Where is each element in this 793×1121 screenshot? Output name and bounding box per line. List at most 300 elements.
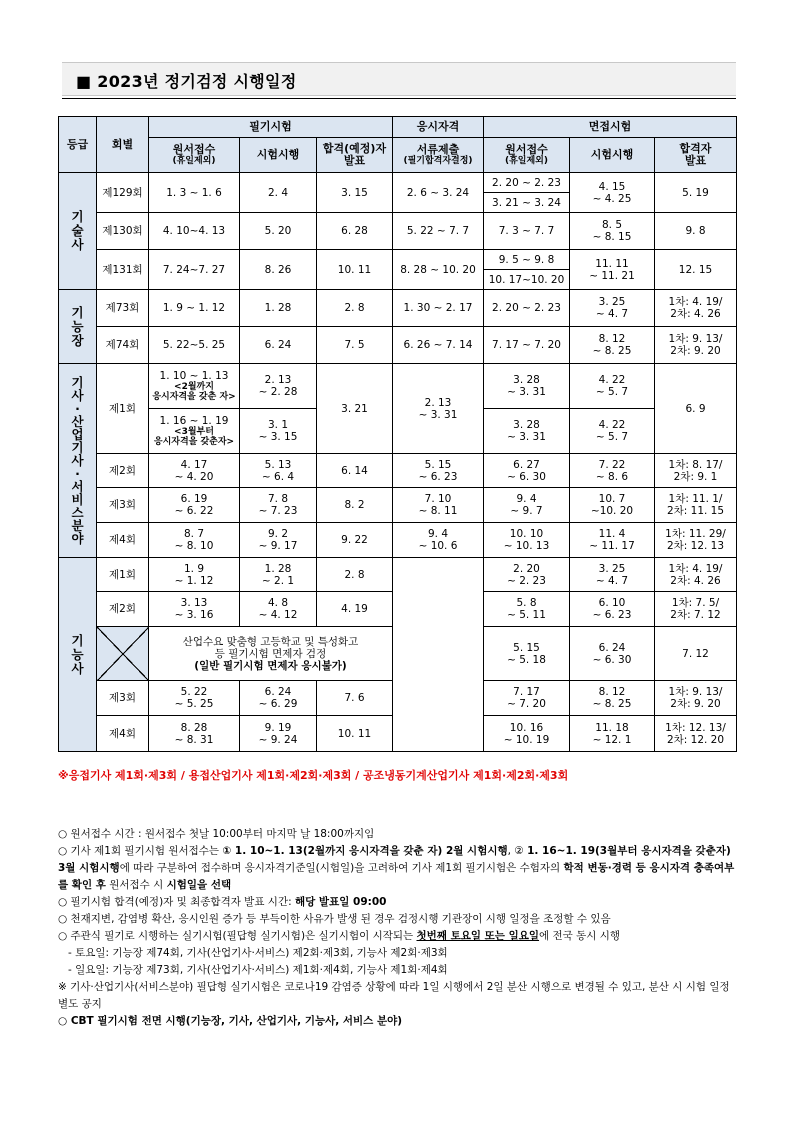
exam-line1: 4. 8 bbox=[267, 597, 289, 609]
int-application-line1: 3. 28 bbox=[513, 419, 540, 431]
int-exam-cell bbox=[570, 627, 655, 681]
table-row bbox=[59, 454, 737, 488]
round-cell: 제4회 bbox=[97, 716, 149, 752]
group-char: 기 bbox=[71, 304, 84, 320]
group-char: · bbox=[75, 466, 80, 481]
table-row bbox=[59, 250, 737, 270]
title-bar bbox=[62, 62, 736, 96]
note-item: ○ 원서접수 시간 : 원서접수 첫날 10:00부터 마지막 날 18:00까지임 bbox=[58, 828, 375, 840]
pass-cell: 2. 8 bbox=[317, 558, 393, 592]
page-title bbox=[76, 69, 297, 92]
exam-cell bbox=[240, 681, 317, 716]
int-application-line1: 7. 17 bbox=[513, 686, 540, 698]
application-line2: ~ 5. 25 bbox=[174, 698, 214, 710]
int-application-cell: 7. 17 ~ 7. 20 bbox=[484, 327, 570, 364]
int-exam-line2: ~ 8. 15 bbox=[592, 231, 632, 243]
group-char: 서 bbox=[71, 479, 84, 494]
int-application-cell: 9. 5 ~ 9. 8 bbox=[484, 250, 570, 270]
exam-line1: 1. 28 bbox=[264, 562, 292, 575]
exam-line2: ~ 2. 1 bbox=[261, 574, 295, 587]
application-cell bbox=[149, 681, 240, 716]
int-application-cell: 10. 17~10. 20 bbox=[484, 270, 570, 290]
final-line2: 2차: 9. 20 bbox=[670, 698, 721, 710]
note-item: ○ CBT 필기시험 전면 시행(기능장, 기사, 산업기사, 기능사, 서비스 분야) bbox=[58, 1015, 403, 1027]
application-line1: 8. 28 bbox=[180, 721, 208, 734]
qual-cell: 6. 26 ~ 7. 14 bbox=[393, 327, 484, 364]
group-cell-g3 bbox=[59, 364, 97, 558]
group-char: 기 bbox=[71, 632, 84, 648]
application-cell bbox=[149, 488, 240, 523]
int-exam-cell bbox=[570, 327, 655, 364]
exam-cell: 6. 24 bbox=[240, 327, 317, 364]
qual-line1: 9. 4 bbox=[427, 528, 449, 540]
exam-line1: 5. 13 bbox=[264, 458, 292, 471]
header-qual-line3: (필기합격자결정) bbox=[403, 156, 473, 166]
application-cell bbox=[149, 523, 240, 558]
qual-cell: 8. 28 ~ 10. 20 bbox=[393, 250, 484, 290]
exam-cell: 5. 20 bbox=[240, 213, 317, 250]
final-cell bbox=[655, 716, 737, 752]
application-line3: 응시자격을 갖춘자> bbox=[153, 437, 235, 447]
pass-cell: 6. 28 bbox=[317, 213, 393, 250]
exam-cell bbox=[240, 592, 317, 627]
qual-line1: 5. 15 bbox=[424, 458, 452, 471]
final-cell: 6. 9 bbox=[655, 364, 737, 454]
int-exam-cell bbox=[570, 488, 655, 523]
final-line2: 2차: 4. 26 bbox=[670, 574, 721, 587]
exam-line1: 9. 19 bbox=[264, 721, 292, 734]
exam-line2: ~ 4. 12 bbox=[258, 609, 298, 621]
header-exam: 시험시행 bbox=[240, 138, 317, 173]
final-line1: 1차: 11. 1/ bbox=[668, 493, 723, 505]
final-cell bbox=[655, 681, 737, 716]
int-exam-cell bbox=[570, 290, 655, 327]
int-application-line2: ~ 3. 31 bbox=[507, 386, 546, 398]
exam-cell bbox=[240, 364, 317, 409]
exam-cell bbox=[240, 523, 317, 558]
final-cell: 7. 12 bbox=[655, 627, 737, 681]
exam-line1: 6. 24 bbox=[264, 686, 292, 698]
round-cell: 제1회 bbox=[97, 558, 149, 592]
final-line2: 2차: 9. 1 bbox=[673, 470, 718, 483]
header-application-line2: (휴일제외) bbox=[172, 156, 216, 166]
int-application-line2: ~ 3. 31 bbox=[507, 431, 546, 443]
special-exam-cell bbox=[149, 627, 393, 681]
int-exam-line2: ~ 8. 6 bbox=[595, 470, 629, 483]
int-application-line1: 5. 15 bbox=[513, 641, 540, 654]
int-exam-line1: 6. 24 bbox=[598, 641, 626, 654]
int-application-cell bbox=[484, 454, 570, 488]
final-cell bbox=[655, 290, 737, 327]
round-cell: 제3회 bbox=[97, 488, 149, 523]
title-marker: ■ bbox=[76, 72, 92, 91]
application-line3: 응시자격을 갖춘 자> bbox=[152, 392, 236, 402]
group-char: 분 bbox=[71, 518, 84, 533]
application-cell: 5. 22~5. 25 bbox=[149, 327, 240, 364]
header-final bbox=[655, 138, 737, 173]
final-line1: 1차: 4. 19/ bbox=[668, 296, 723, 308]
qual-line2: ~ 8. 11 bbox=[418, 505, 458, 517]
round-cell: 제129회 bbox=[97, 173, 149, 213]
table-row bbox=[59, 523, 737, 558]
header-int-application-line1: 원서접수 bbox=[505, 143, 548, 156]
int-exam-line2: ~ 5. 7 bbox=[595, 386, 629, 398]
note-text: ○ 필기시험 합격(예정)자 및 최종합격자 발표 시간: bbox=[58, 896, 295, 908]
int-exam-line1: 4. 15 bbox=[598, 180, 626, 193]
int-application-cell bbox=[484, 409, 570, 454]
application-line1: 4. 17 bbox=[180, 458, 208, 471]
int-application-cell bbox=[484, 558, 570, 592]
final-line2: 2차: 12. 20 bbox=[666, 733, 725, 746]
int-exam-cell bbox=[570, 250, 655, 290]
int-exam-line2: ~ 8. 25 bbox=[592, 698, 632, 710]
final-line2: 2차: 4. 26 bbox=[670, 308, 721, 320]
group-cell-g2 bbox=[59, 290, 97, 364]
group-char: 사 bbox=[71, 237, 84, 252]
qual-cell: 2. 6 ~ 3. 24 bbox=[393, 173, 484, 213]
exam-cell bbox=[240, 716, 317, 752]
exam-cell: 2. 4 bbox=[240, 173, 317, 213]
int-application-line1: 5. 8 bbox=[516, 597, 537, 609]
exam-line1: 3. 1 bbox=[267, 419, 289, 431]
final-line2: 2차: 7. 12 bbox=[670, 609, 721, 621]
qual-cell: 1. 30 ~ 2. 17 bbox=[393, 290, 484, 327]
exam-line1: 7. 8 bbox=[267, 493, 289, 505]
exam-cell bbox=[240, 454, 317, 488]
note-bold: ① 1. 10~1. 13(2월까지 응시자격을 갖춘 자) 2월 시험시행 bbox=[222, 845, 508, 857]
final-cell bbox=[655, 488, 737, 523]
group-char: 기 bbox=[71, 375, 84, 390]
int-exam-line1: 8. 5 bbox=[601, 219, 623, 231]
note-text: , ② bbox=[507, 845, 528, 857]
int-exam-line1: 4. 22 bbox=[598, 419, 626, 431]
header-final-line2: 발표 bbox=[684, 154, 707, 167]
note-item: ○ 천재지변, 감염병 확산, 응시인원 증가 등 부득이한 사유가 발생 된 경우 검정시행 기관장이 시행 일정을 조정할 수 있음 bbox=[58, 913, 611, 925]
pass-cell: 4. 19 bbox=[317, 592, 393, 627]
group-char: 술 bbox=[71, 223, 84, 238]
int-application-line2: ~ 9. 7 bbox=[510, 505, 543, 517]
int-application-line2: ~ 7. 20 bbox=[507, 698, 546, 710]
header-round: 회별 bbox=[97, 117, 149, 173]
exam-line2: ~ 3. 15 bbox=[258, 431, 298, 443]
pass-cell: 8. 2 bbox=[317, 488, 393, 523]
int-exam-line2: ~ 11. 21 bbox=[589, 269, 635, 282]
application-line2: ~ 6. 22 bbox=[174, 505, 214, 517]
table-row bbox=[59, 290, 737, 327]
qual-line1: 7. 10 bbox=[424, 493, 452, 505]
application-cell bbox=[149, 558, 240, 592]
final-cell bbox=[655, 327, 737, 364]
table-row bbox=[59, 558, 737, 592]
application-line1: 1. 10 ~ 1. 13 bbox=[159, 370, 229, 382]
exam-line2: ~ 6. 4 bbox=[261, 470, 295, 483]
note-bold: 시험일을 선택 bbox=[166, 879, 232, 891]
int-application-line2: ~ 10. 19 bbox=[503, 733, 550, 746]
notes-section bbox=[58, 826, 738, 1030]
int-exam-line2: ~ 4. 25 bbox=[592, 192, 632, 205]
group-char: 기 bbox=[71, 440, 84, 455]
int-application-cell bbox=[484, 681, 570, 716]
int-exam-line2: ~ 6. 23 bbox=[592, 609, 632, 621]
int-application-line2: ~ 10. 13 bbox=[503, 540, 550, 552]
application-cell bbox=[149, 364, 240, 409]
crossed-out-cell bbox=[97, 627, 149, 681]
final-line2: 2차: 9. 20 bbox=[670, 345, 721, 357]
qual-line2: ~ 10. 6 bbox=[418, 540, 458, 552]
header-int-application-line2: (휴일제외) bbox=[504, 156, 548, 166]
int-exam-line1: 8. 12 bbox=[598, 686, 626, 698]
exam-line2: ~ 2. 28 bbox=[258, 386, 298, 398]
int-exam-line1: 3. 25 bbox=[598, 296, 626, 308]
pass-cell: 2. 8 bbox=[317, 290, 393, 327]
pass-cell: 3. 15 bbox=[317, 173, 393, 213]
pass-cell: 7. 5 bbox=[317, 327, 393, 364]
final-line2: 2차: 11. 15 bbox=[666, 505, 725, 517]
title-text: 2023년 정기검정 시행일정 bbox=[97, 72, 297, 91]
int-exam-cell bbox=[570, 364, 655, 409]
int-application-line2: ~ 5. 11 bbox=[507, 609, 546, 621]
pass-cell: 3. 21 bbox=[317, 364, 393, 454]
round-cell: 제2회 bbox=[97, 454, 149, 488]
application-cell: 4. 10~4. 13 bbox=[149, 213, 240, 250]
exam-cell: 1. 28 bbox=[240, 290, 317, 327]
int-exam-cell bbox=[570, 409, 655, 454]
group-char: 사 bbox=[71, 453, 84, 468]
note-item bbox=[58, 928, 738, 945]
exam-line2: ~ 9. 17 bbox=[258, 540, 298, 552]
exam-cell bbox=[240, 558, 317, 592]
int-exam-cell bbox=[570, 523, 655, 558]
table-row bbox=[59, 213, 737, 250]
int-exam-line1: 6. 10 bbox=[598, 597, 626, 609]
exam-line2: ~ 9. 24 bbox=[258, 733, 298, 746]
note-text: ○ 주관식 필기로 시행하는 실기시험(필답형 실기시험)은 실기시험이 시작되는 bbox=[58, 930, 417, 942]
table-row bbox=[59, 327, 737, 364]
group-char: 능 bbox=[71, 646, 84, 662]
application-line2: ~ 3. 16 bbox=[174, 609, 214, 621]
int-exam-cell bbox=[570, 592, 655, 627]
qual-cell bbox=[393, 364, 484, 454]
int-exam-line1: 11. 4 bbox=[598, 528, 626, 540]
int-exam-line2: ~ 8. 25 bbox=[592, 345, 632, 357]
group-char: 비 bbox=[71, 492, 84, 507]
group-char: · bbox=[75, 401, 80, 416]
group-char: 스 bbox=[71, 505, 84, 520]
group-char: 장 bbox=[71, 332, 84, 348]
table-row bbox=[59, 488, 737, 523]
application-line1: 6. 19 bbox=[180, 493, 208, 505]
int-application-cell: 3. 21 ~ 3. 24 bbox=[484, 193, 570, 213]
final-cell: 12. 15 bbox=[655, 250, 737, 290]
application-line1: 1. 9 bbox=[183, 562, 205, 575]
qual-cell bbox=[393, 523, 484, 558]
int-application-line1: 6. 27 bbox=[513, 458, 540, 471]
int-exam-line2: ~ 11. 17 bbox=[589, 540, 635, 552]
note-text: 원서접수 시 bbox=[105, 879, 167, 891]
note-item: - 일요일: 기능장 제73회, 기사(산업기사·서비스) 제1회·제4회, 기능사 제1회·제4회 bbox=[68, 964, 448, 976]
final-line1: 1차: 8. 17/ bbox=[668, 458, 723, 471]
application-cell: 7. 24~7. 27 bbox=[149, 250, 240, 290]
pass-cell: 7. 6 bbox=[317, 681, 393, 716]
int-exam-line2: ~ 5. 7 bbox=[595, 431, 629, 443]
int-exam-cell bbox=[570, 213, 655, 250]
header-final-line1: 합격자 bbox=[679, 142, 712, 155]
header-pass bbox=[317, 138, 393, 173]
int-exam-line2: ~ 12. 1 bbox=[592, 733, 632, 746]
exam-cell: 8. 26 bbox=[240, 250, 317, 290]
exam-cell bbox=[240, 488, 317, 523]
int-exam-line1: 4. 22 bbox=[598, 374, 626, 386]
table-row bbox=[59, 173, 737, 193]
qual-cell bbox=[393, 488, 484, 523]
qual-line2: ~ 3. 31 bbox=[418, 408, 458, 421]
application-line1: 1. 16 ~ 1. 19 bbox=[159, 415, 229, 427]
round-cell: 제2회 bbox=[97, 592, 149, 627]
int-application-cell bbox=[484, 488, 570, 523]
pass-cell: 10. 11 bbox=[317, 716, 393, 752]
int-application-line2: ~ 5. 18 bbox=[507, 653, 546, 666]
final-cell bbox=[655, 454, 737, 488]
int-exam-line2: ~ 4. 7 bbox=[595, 308, 629, 320]
qual-cell: 5. 22 ~ 7. 7 bbox=[393, 213, 484, 250]
int-exam-line1: 3. 25 bbox=[598, 562, 626, 575]
exam-line2: ~ 7. 23 bbox=[258, 505, 298, 517]
special-exam-line2: 등 필기시험 면제자 검정 bbox=[214, 647, 327, 660]
round-cell: 제4회 bbox=[97, 523, 149, 558]
int-application-cell bbox=[484, 364, 570, 409]
final-cell: 9. 8 bbox=[655, 213, 737, 250]
title-divider bbox=[62, 98, 736, 99]
note-underline: 첫번째 토요일 또는 일요일 bbox=[416, 930, 540, 942]
header-int-application bbox=[484, 138, 570, 173]
int-application-cell bbox=[484, 627, 570, 681]
int-exam-line1: 7. 22 bbox=[598, 458, 626, 471]
final-line1: 1차: 4. 19/ bbox=[668, 562, 723, 575]
note-item: ※ 기사·산업기사(서비스분야) 필답형 실기시험은 코로나19 감염증 상황에 따라 1일 시행에서 2일 분산 시행으로 변경될 수 있고, 분산 시 시험 일정 별도 공지 bbox=[58, 981, 730, 1010]
int-exam-cell bbox=[570, 454, 655, 488]
application-line1: 3. 13 bbox=[180, 597, 208, 609]
int-application-line1: 10. 16 bbox=[509, 721, 544, 734]
group-char: 사 bbox=[71, 660, 84, 676]
header-pass-line1: 합격(예정)자 bbox=[322, 142, 387, 155]
exam-line1: 9. 2 bbox=[267, 528, 289, 540]
final-line2: 2차: 12. 13 bbox=[666, 540, 725, 552]
int-application-line2: ~ 6. 30 bbox=[507, 470, 546, 483]
int-exam-line2: ~ 4. 7 bbox=[595, 574, 629, 587]
int-exam-line2: ~10. 20 bbox=[590, 505, 634, 517]
int-application-cell bbox=[484, 523, 570, 558]
application-cell bbox=[149, 592, 240, 627]
note-bold: 1. 16~1. 19(3월부터 응시자격을 갖춘자) 3월 시험시행 bbox=[58, 845, 731, 874]
qual-cell bbox=[393, 454, 484, 488]
header-qual-line2: 서류제출 bbox=[416, 143, 460, 156]
int-application-cell: 2. 20 ~ 2. 23 bbox=[484, 173, 570, 193]
int-exam-line1: 11. 11 bbox=[595, 257, 629, 270]
round-cell: 제131회 bbox=[97, 250, 149, 290]
note-text: 에 따라 구분하여 접수하며 응시자격기준일(시험일)을 고려하여 기사 제1회 필기시험은 수험자의 bbox=[119, 862, 564, 874]
group-char: 업 bbox=[71, 427, 84, 442]
application-line2: ~ 8. 10 bbox=[174, 540, 214, 552]
int-exam-cell bbox=[570, 173, 655, 213]
application-line1: 8. 7 bbox=[183, 528, 205, 540]
schedule-table bbox=[58, 116, 737, 752]
header-interview-exam: 면접시험 bbox=[484, 117, 737, 138]
application-cell: 1. 3 ~ 1. 6 bbox=[149, 173, 240, 213]
header-application bbox=[149, 138, 240, 173]
round-cell: 제74회 bbox=[97, 327, 149, 364]
round-cell: 제1회 bbox=[97, 364, 149, 454]
int-exam-cell bbox=[570, 558, 655, 592]
application-line2: <2월까지 bbox=[174, 382, 214, 392]
int-application-line1: 10. 10 bbox=[509, 528, 544, 540]
final-cell bbox=[655, 523, 737, 558]
application-line2: <3월부터 bbox=[174, 427, 214, 437]
final-line1: 1차: 7. 5/ bbox=[671, 597, 720, 609]
header-application-line1: 원서접수 bbox=[172, 143, 216, 156]
exam-line2: ~ 6. 29 bbox=[258, 698, 298, 710]
int-exam-line1: 8. 12 bbox=[598, 333, 626, 345]
int-application-line1: 9. 4 bbox=[516, 493, 537, 505]
round-cell: 제3회 bbox=[97, 681, 149, 716]
group-char: 능 bbox=[71, 318, 84, 334]
pass-cell: 6. 14 bbox=[317, 454, 393, 488]
group-char: 야 bbox=[71, 531, 84, 546]
note-item bbox=[58, 894, 738, 911]
application-line2: ~ 4. 20 bbox=[174, 470, 214, 483]
int-exam-cell bbox=[570, 716, 655, 752]
application-line2: ~ 8. 31 bbox=[174, 733, 214, 746]
note-text: 에 전국 동시 시행 bbox=[539, 930, 621, 942]
application-cell: 1. 9 ~ 1. 12 bbox=[149, 290, 240, 327]
final-line1: 1차: 12. 13/ bbox=[665, 721, 726, 734]
header-grade: 등급 bbox=[59, 117, 97, 173]
application-cell bbox=[149, 716, 240, 752]
int-exam-cell bbox=[570, 681, 655, 716]
header-written-exam: 필기시험 bbox=[149, 117, 393, 138]
int-application-cell: 2. 20 ~ 2. 23 bbox=[484, 290, 570, 327]
header-pass-line2: 발표 bbox=[343, 154, 366, 167]
int-exam-line1: 10. 7 bbox=[598, 493, 626, 505]
special-exam-line1: 산업수요 맞춤형 고등학교 및 특성화고 bbox=[182, 635, 359, 648]
note-bold: 학적 변동·경력 등 응시자격 충족여부를 확인 후 bbox=[58, 862, 735, 891]
note-item: - 토요일: 기능장 제74회, 기사(산업기사·서비스) 제2회·제3회, 기능사 제2회·제3회 bbox=[68, 947, 448, 959]
int-application-cell: 7. 3 ~ 7. 7 bbox=[484, 213, 570, 250]
application-cell bbox=[149, 409, 240, 454]
application-cell bbox=[149, 454, 240, 488]
application-line2: ~ 1. 12 bbox=[174, 574, 214, 587]
group-cell-g4 bbox=[59, 558, 97, 752]
final-line1: 1차: 11. 29/ bbox=[665, 528, 726, 540]
application-line1: 5. 22 bbox=[180, 686, 208, 698]
pass-cell: 9. 22 bbox=[317, 523, 393, 558]
int-application-line1: 2. 20 bbox=[513, 562, 540, 575]
note-bold: 해당 발표일 09:00 bbox=[294, 896, 387, 908]
exam-line1: 2. 13 bbox=[264, 374, 292, 386]
qual-line2: ~ 6. 23 bbox=[418, 470, 458, 483]
int-exam-line1: 11. 18 bbox=[595, 721, 629, 734]
final-cell bbox=[655, 592, 737, 627]
final-cell bbox=[655, 558, 737, 592]
group-char: 산 bbox=[71, 414, 84, 429]
final-line1: 1차: 9. 13/ bbox=[668, 686, 723, 698]
table-row bbox=[59, 364, 737, 409]
final-cell: 5. 19 bbox=[655, 173, 737, 213]
header-qual: 응시자격 bbox=[393, 117, 484, 138]
special-exam-line3: (일반 필기시험 면제자 응시불가) bbox=[194, 659, 347, 672]
int-application-cell bbox=[484, 716, 570, 752]
pass-cell: 10. 11 bbox=[317, 250, 393, 290]
header-qual-sub bbox=[393, 138, 484, 173]
